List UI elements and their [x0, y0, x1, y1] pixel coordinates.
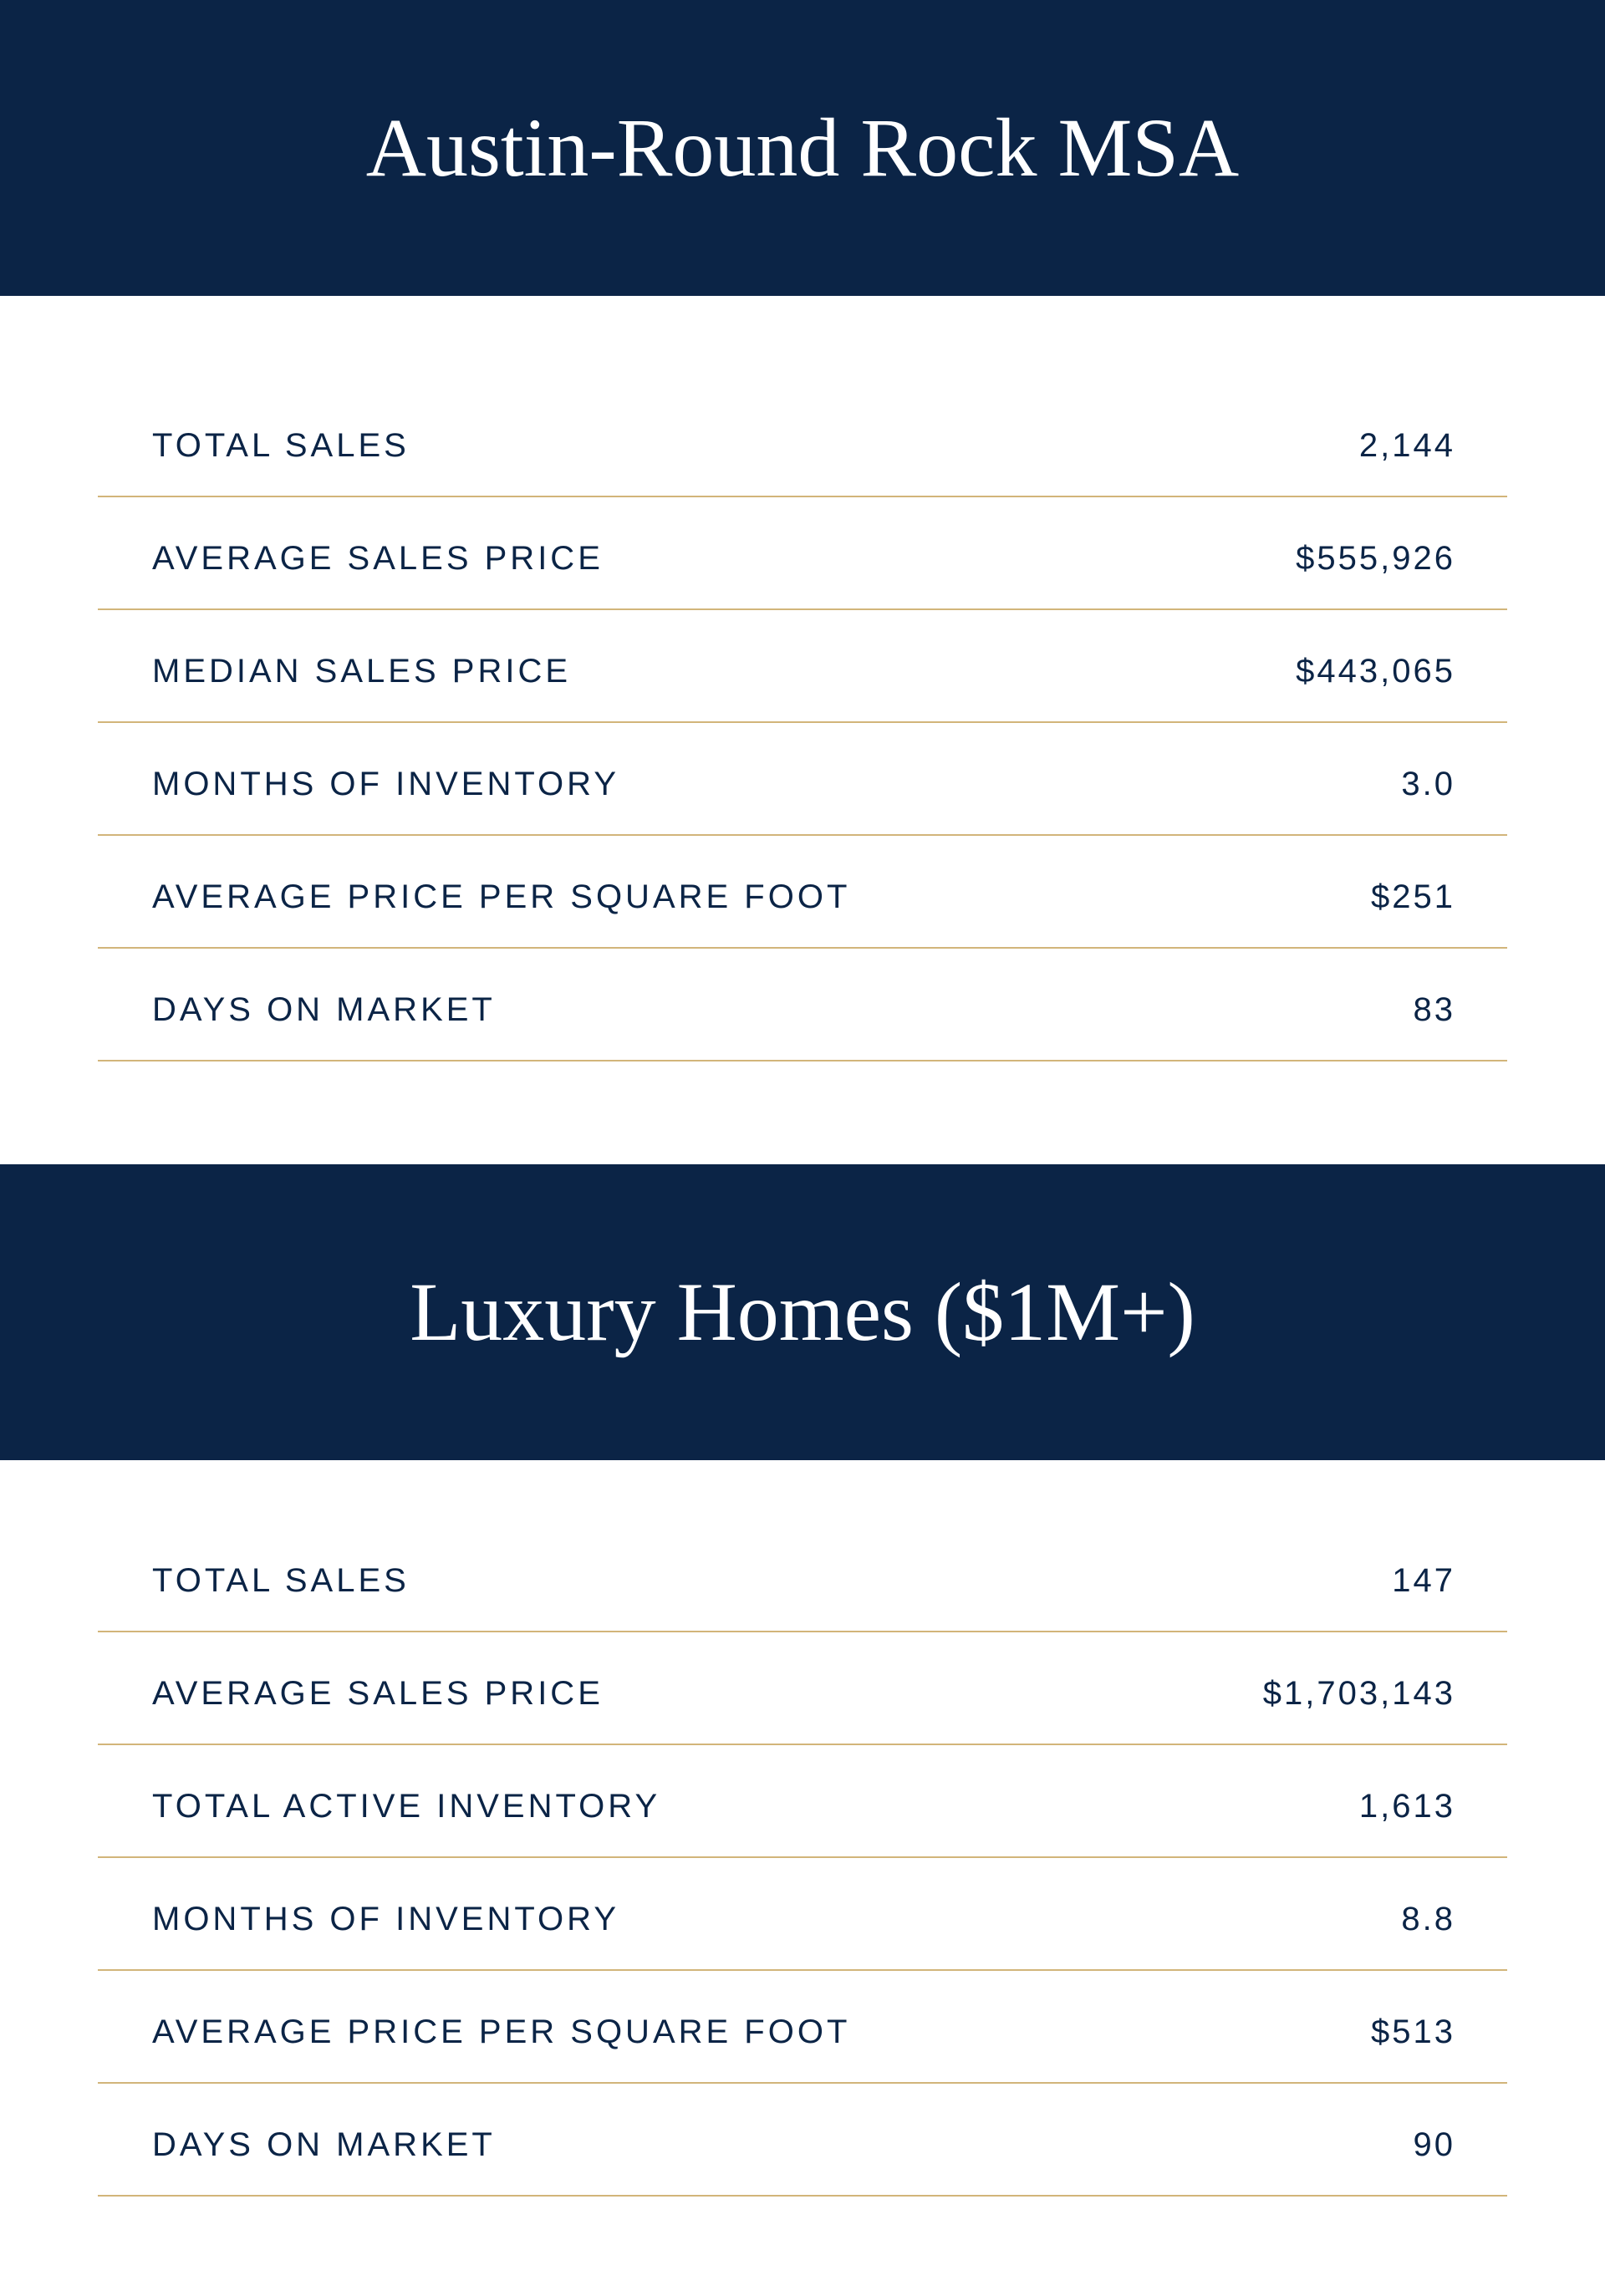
stat-row-months-of-inventory	[98, 723, 1507, 836]
stat-row-days-on-market	[98, 2084, 1507, 2197]
stat-row-average-sales-price	[98, 1632, 1507, 1745]
section-banner-msa	[0, 0, 1605, 296]
stat-value: 83	[1413, 991, 1455, 1028]
stat-row-days-on-market	[98, 949, 1507, 1061]
stat-label: AVERAGE SALES PRICE	[152, 540, 604, 577]
stat-label: MEDIAN SALES PRICE	[152, 653, 572, 690]
stat-label: AVERAGE SALES PRICE	[152, 1675, 604, 1712]
stat-label: TOTAL SALES	[152, 427, 410, 464]
stat-label: MONTHS OF INVENTORY	[152, 766, 620, 802]
stat-label: MONTHS OF INVENTORY	[152, 1901, 620, 1937]
stat-value: 3.0	[1401, 766, 1455, 802]
stat-value: $513	[1371, 2013, 1455, 2050]
stat-value: 90	[1413, 2126, 1455, 2163]
stat-row-average-sales-price	[98, 497, 1507, 610]
stat-row-months-of-inventory	[98, 1858, 1507, 1971]
stat-row-total-active-inventory	[98, 1745, 1507, 1858]
stat-value: 147	[1392, 1562, 1455, 1599]
stat-label: AVERAGE PRICE PER SQUARE FOOT	[152, 2013, 851, 2050]
stat-value: 2,144	[1358, 427, 1455, 464]
stat-row-total-sales	[98, 384, 1507, 497]
section-banner-luxury	[0, 1164, 1605, 1460]
stat-row-price-per-sqft	[98, 836, 1507, 949]
stat-label: TOTAL SALES	[152, 1562, 410, 1599]
stats-table-luxury	[98, 1520, 1507, 2197]
stat-value: 8.8	[1401, 1901, 1455, 1937]
stat-row-median-sales-price	[98, 610, 1507, 723]
stat-value: $1,703,143	[1262, 1675, 1455, 1712]
stat-value: 1,613	[1358, 1788, 1455, 1825]
stat-value: $443,065	[1296, 653, 1455, 690]
section-title: Luxury Homes ($1M+)	[410, 1265, 1195, 1358]
stat-value: $251	[1371, 878, 1455, 915]
stat-row-total-sales	[98, 1520, 1507, 1632]
stats-table-msa	[98, 384, 1507, 1061]
stat-label: DAYS ON MARKET	[152, 2126, 496, 2163]
section-title: Austin-Round Rock MSA	[365, 101, 1240, 194]
stat-value: $555,926	[1296, 540, 1455, 577]
stat-row-price-per-sqft	[98, 1971, 1507, 2084]
stat-label: DAYS ON MARKET	[152, 991, 496, 1028]
stat-label: AVERAGE PRICE PER SQUARE FOOT	[152, 878, 851, 915]
stat-label: TOTAL ACTIVE INVENTORY	[152, 1788, 661, 1825]
